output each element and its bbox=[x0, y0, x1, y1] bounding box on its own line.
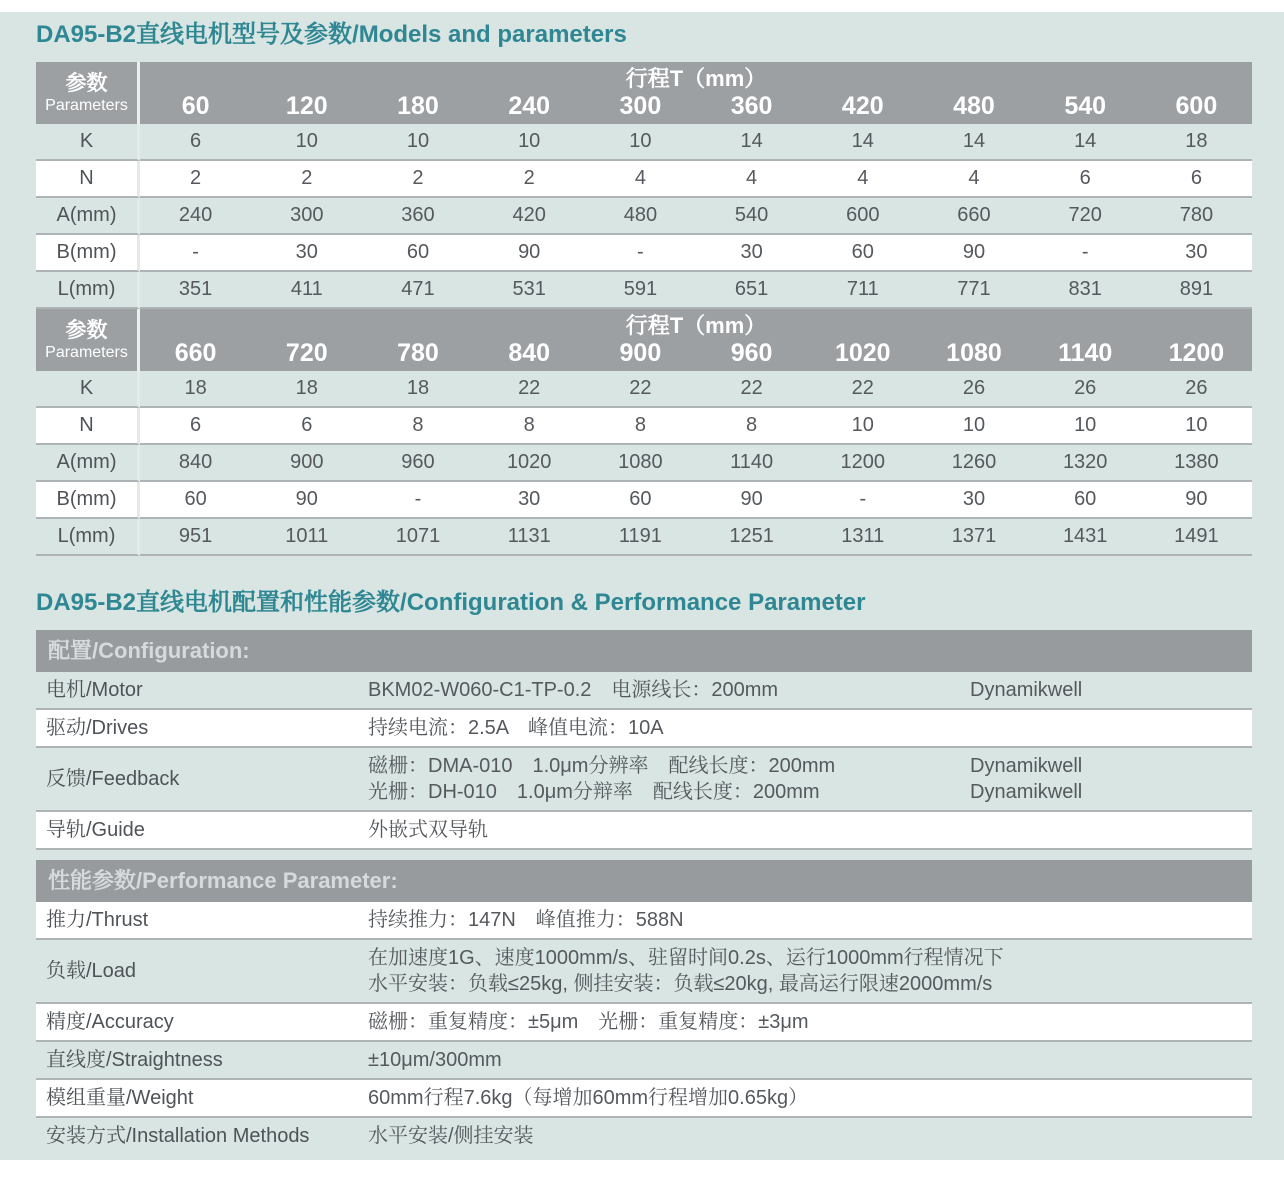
value-cell: 1020 bbox=[474, 445, 585, 482]
value-cell: 411 bbox=[251, 272, 362, 309]
spec-row-label: 安装方式/Installation Methods bbox=[46, 1125, 310, 1147]
value-cell: 720 bbox=[1030, 198, 1141, 235]
spec-row-label: 模组重量/Weight bbox=[46, 1087, 194, 1109]
value-cell: 660 bbox=[918, 198, 1029, 235]
value-cell: 771 bbox=[918, 272, 1029, 309]
spec-row-label: 推力/Thrust bbox=[46, 909, 149, 931]
value-cell: 10 bbox=[362, 124, 473, 161]
value-cell: 90 bbox=[696, 482, 807, 519]
stroke-header-cell: 240 bbox=[474, 92, 585, 124]
brand-text bbox=[970, 907, 1252, 933]
value-cell: 30 bbox=[251, 235, 362, 272]
brand-text: Dynamikwell bbox=[970, 679, 1083, 701]
value-cell: 480 bbox=[585, 198, 696, 235]
spec-row-brand bbox=[970, 715, 1252, 741]
brand-text bbox=[970, 1123, 1252, 1149]
stroke-span-header: 行程T（mm） bbox=[140, 309, 1252, 339]
value-cell: 90 bbox=[918, 235, 1029, 272]
value-cell: 26 bbox=[1141, 371, 1252, 408]
value-cell: 10 bbox=[807, 408, 918, 445]
spec-row bbox=[36, 940, 1252, 1004]
value-cell: 60 bbox=[140, 482, 251, 519]
parameters-label-cn: 参数 bbox=[65, 71, 108, 95]
value-cell: 420 bbox=[474, 198, 585, 235]
value-cell: 360 bbox=[362, 198, 473, 235]
value-cell: 60 bbox=[807, 235, 918, 272]
row-label: K bbox=[36, 371, 140, 408]
value-cell: 1371 bbox=[918, 519, 1029, 556]
value-cell: 6 bbox=[140, 408, 251, 445]
stroke-header-cell: 180 bbox=[362, 92, 473, 124]
stroke-header-cell: 600 bbox=[1141, 92, 1252, 124]
stroke-header-cell: 660 bbox=[140, 339, 251, 371]
stroke-span-header: 行程T（mm） bbox=[140, 62, 1252, 92]
value-cell: 30 bbox=[696, 235, 807, 272]
spec-row-content bbox=[368, 817, 970, 843]
value-cell: 90 bbox=[251, 482, 362, 519]
value-cell: 891 bbox=[1141, 272, 1252, 309]
stroke-header-cell: 300 bbox=[585, 92, 696, 124]
row-label: L(mm) bbox=[36, 272, 140, 309]
value-cell: 22 bbox=[696, 371, 807, 408]
spec-row-label: 电机/Motor bbox=[46, 679, 143, 701]
value-cell: 600 bbox=[807, 198, 918, 235]
spec-row-content bbox=[368, 945, 1004, 997]
parameters-label-cn: 参数 bbox=[65, 318, 108, 342]
value-cell: - bbox=[362, 482, 473, 519]
spec-line-text: 60mm行程7.6kg（每增加60mm行程增加0.65kg） bbox=[368, 1087, 809, 1109]
spec-row-label: 负载/Load bbox=[46, 960, 137, 982]
stroke-header-cell: 1080 bbox=[918, 339, 1029, 371]
spec-row-brand bbox=[970, 817, 1252, 843]
brand-text: Dynamikwell bbox=[970, 755, 1083, 777]
performance-header-bar: 性能参数/Performance Parameter: bbox=[36, 860, 1252, 902]
value-cell: 60 bbox=[585, 482, 696, 519]
spec-row bbox=[36, 902, 1252, 940]
value-cell: - bbox=[140, 235, 251, 272]
spec-row-brand bbox=[970, 907, 1252, 933]
spec-row-content bbox=[368, 715, 970, 741]
value-cell: 780 bbox=[1141, 198, 1252, 235]
value-cell: 2 bbox=[362, 161, 473, 198]
value-cell: 4 bbox=[696, 161, 807, 198]
spec-line-text: BKM02-W060-C1-TP-0.2 电源线长：200mm bbox=[368, 679, 779, 701]
value-cell: 10 bbox=[474, 124, 585, 161]
spec-row bbox=[36, 1042, 1252, 1080]
value-cell: 711 bbox=[807, 272, 918, 309]
brand-text bbox=[1004, 971, 1284, 997]
stroke-header-cell: 60 bbox=[140, 92, 251, 124]
value-cell: 90 bbox=[1141, 482, 1252, 519]
value-cell: 14 bbox=[918, 124, 1029, 161]
value-cell: 10 bbox=[585, 124, 696, 161]
spec-line-text: 磁栅：重复精度：±5μm 光栅：重复精度：±3μm bbox=[368, 1011, 809, 1033]
spec-row-brand bbox=[970, 1123, 1252, 1149]
value-cell: 900 bbox=[251, 445, 362, 482]
value-cell: 26 bbox=[918, 371, 1029, 408]
value-cell: 22 bbox=[807, 371, 918, 408]
value-cell: 1131 bbox=[474, 519, 585, 556]
value-cell: 8 bbox=[362, 408, 473, 445]
value-cell: 2 bbox=[251, 161, 362, 198]
value-cell: 4 bbox=[918, 161, 1029, 198]
spec-row bbox=[36, 812, 1252, 850]
value-cell: 60 bbox=[1030, 482, 1141, 519]
brand-text bbox=[1004, 945, 1284, 971]
brand-text bbox=[970, 1085, 1252, 1111]
stroke-header-cell: 960 bbox=[696, 339, 807, 371]
spec-row-label: 导轨/Guide bbox=[46, 819, 145, 841]
value-cell: 1431 bbox=[1030, 519, 1141, 556]
value-cell: 1011 bbox=[251, 519, 362, 556]
value-cell: 531 bbox=[474, 272, 585, 309]
stroke-header-cell: 420 bbox=[807, 92, 918, 124]
spec-row-content bbox=[368, 907, 970, 933]
value-cell: 2 bbox=[474, 161, 585, 198]
spec-row-content bbox=[368, 677, 970, 703]
parameters-corner-cell bbox=[36, 309, 140, 371]
models-parameters-table-2 bbox=[36, 309, 1252, 556]
spec-line-text: 在加速度1G、速度1000mm/s、驻留时间0.2s、运行1000mm行程情况下 bbox=[368, 947, 1004, 969]
value-cell: 1380 bbox=[1141, 445, 1252, 482]
value-cell: 10 bbox=[1030, 408, 1141, 445]
value-cell: 1491 bbox=[1141, 519, 1252, 556]
spec-row-brand bbox=[970, 1085, 1252, 1111]
value-cell: 6 bbox=[251, 408, 362, 445]
spec-row-label: 直线度/Straightness bbox=[46, 1049, 223, 1071]
row-label: B(mm) bbox=[36, 482, 140, 519]
value-cell: 14 bbox=[807, 124, 918, 161]
spec-row-label: 精度/Accuracy bbox=[46, 1011, 174, 1033]
stroke-header-cell: 1200 bbox=[1141, 339, 1252, 371]
value-cell: 90 bbox=[474, 235, 585, 272]
models-parameters-table-1 bbox=[36, 62, 1252, 309]
row-label: L(mm) bbox=[36, 519, 140, 556]
value-cell: 651 bbox=[696, 272, 807, 309]
row-label: N bbox=[36, 161, 140, 198]
spec-line-text: 外嵌式双导轨 bbox=[368, 819, 488, 841]
value-cell: 1071 bbox=[362, 519, 473, 556]
value-cell: 1320 bbox=[1030, 445, 1141, 482]
performance-rows bbox=[36, 902, 1252, 1154]
value-cell: 471 bbox=[362, 272, 473, 309]
value-cell: 8 bbox=[585, 408, 696, 445]
spec-sheet-page bbox=[0, 12, 1284, 1160]
value-cell: 1251 bbox=[696, 519, 807, 556]
row-label: K bbox=[36, 124, 140, 161]
value-cell: 26 bbox=[1030, 371, 1141, 408]
stroke-header-cell: 360 bbox=[696, 92, 807, 124]
value-cell: 591 bbox=[585, 272, 696, 309]
value-cell: 1311 bbox=[807, 519, 918, 556]
value-cell: 951 bbox=[140, 519, 251, 556]
value-cell: - bbox=[807, 482, 918, 519]
parameters-label-en: Parameters bbox=[45, 343, 128, 361]
parameters-label-en: Parameters bbox=[45, 96, 128, 114]
value-cell: 1140 bbox=[696, 445, 807, 482]
value-cell: 18 bbox=[1141, 124, 1252, 161]
spec-row-brand bbox=[970, 1009, 1252, 1035]
value-cell: 831 bbox=[1030, 272, 1141, 309]
value-cell: 300 bbox=[251, 198, 362, 235]
spec-row-brand bbox=[970, 753, 1252, 805]
value-cell: 18 bbox=[251, 371, 362, 408]
value-cell: 240 bbox=[140, 198, 251, 235]
spec-row-brand bbox=[970, 1047, 1252, 1073]
brand-text bbox=[970, 1047, 1252, 1073]
row-label: B(mm) bbox=[36, 235, 140, 272]
stroke-header-cell: 900 bbox=[585, 339, 696, 371]
models-section-title: DA95-B2直线电机型号及参数/Models and parameters bbox=[36, 21, 627, 48]
brand-text bbox=[970, 1009, 1252, 1035]
value-cell: - bbox=[1030, 235, 1141, 272]
spec-row bbox=[36, 1118, 1252, 1154]
configuration-rows bbox=[36, 672, 1252, 850]
value-cell: 18 bbox=[140, 371, 251, 408]
brand-text bbox=[970, 715, 1252, 741]
value-cell: 2 bbox=[140, 161, 251, 198]
spec-row bbox=[36, 748, 1252, 812]
value-cell: 1260 bbox=[918, 445, 1029, 482]
spec-line-text: 光栅：DH-010 1.0μm分辩率 配线长度：200mm bbox=[368, 781, 820, 803]
value-cell: - bbox=[585, 235, 696, 272]
stroke-header-cell: 780 bbox=[362, 339, 473, 371]
spec-row-label: 反馈/Feedback bbox=[46, 768, 180, 790]
stroke-header-cell: 120 bbox=[251, 92, 362, 124]
spec-row-content bbox=[368, 1047, 970, 1073]
value-cell: 840 bbox=[140, 445, 251, 482]
spec-row-content bbox=[368, 753, 970, 805]
spec-line-text: 持续电流：2.5A 峰值电流：10A bbox=[368, 717, 664, 739]
value-cell: 540 bbox=[696, 198, 807, 235]
spec-row bbox=[36, 710, 1252, 748]
value-cell: 4 bbox=[585, 161, 696, 198]
spec-row-content bbox=[368, 1009, 970, 1035]
value-cell: 22 bbox=[585, 371, 696, 408]
stroke-header-cell: 720 bbox=[251, 339, 362, 371]
value-cell: 10 bbox=[918, 408, 1029, 445]
spec-line-text: 持续推力：147N 峰值推力：588N bbox=[368, 909, 684, 931]
brand-text bbox=[970, 817, 1252, 843]
spec-row-brand bbox=[970, 677, 1252, 703]
value-cell: 8 bbox=[696, 408, 807, 445]
value-cell: 30 bbox=[918, 482, 1029, 519]
stroke-header-cell: 840 bbox=[474, 339, 585, 371]
stroke-header-cell: 1140 bbox=[1030, 339, 1141, 371]
spec-row bbox=[36, 1004, 1252, 1042]
parameters-corner-cell bbox=[36, 62, 140, 124]
brand-text: Dynamikwell bbox=[970, 781, 1083, 803]
config-section-title: DA95-B2直线电机配置和性能参数/Configuration & Performance Parameter bbox=[36, 589, 866, 616]
spec-row-label: 驱动/Drives bbox=[46, 717, 149, 739]
value-cell: 960 bbox=[362, 445, 473, 482]
value-cell: 1191 bbox=[585, 519, 696, 556]
configuration-header-bar: 配置/Configuration: bbox=[36, 630, 1252, 672]
spec-row-content bbox=[368, 1123, 970, 1149]
spec-row-content bbox=[368, 1085, 970, 1111]
value-cell: 1080 bbox=[585, 445, 696, 482]
value-cell: 22 bbox=[474, 371, 585, 408]
spec-line-text: 磁栅：DMA-010 1.0μm分辨率 配线长度：200mm bbox=[368, 755, 836, 777]
value-cell: 351 bbox=[140, 272, 251, 309]
row-label: A(mm) bbox=[36, 445, 140, 482]
value-cell: 30 bbox=[474, 482, 585, 519]
spec-row-brand bbox=[1004, 945, 1284, 997]
value-cell: 1200 bbox=[807, 445, 918, 482]
row-label: A(mm) bbox=[36, 198, 140, 235]
spec-line-text: ±10μm/300mm bbox=[368, 1049, 502, 1071]
value-cell: 18 bbox=[362, 371, 473, 408]
value-cell: 60 bbox=[362, 235, 473, 272]
value-cell: 30 bbox=[1141, 235, 1252, 272]
spec-row bbox=[36, 672, 1252, 710]
value-cell: 10 bbox=[251, 124, 362, 161]
spec-line-text: 水平安装：负载≤25kg, 侧挂安装：负载≤20kg, 最高运行限速2000mm/s bbox=[368, 973, 993, 995]
value-cell: 4 bbox=[807, 161, 918, 198]
stroke-header-cell: 480 bbox=[918, 92, 1029, 124]
spec-line-text: 水平安装/侧挂安装 bbox=[368, 1125, 534, 1147]
spec-row bbox=[36, 1080, 1252, 1118]
row-label: N bbox=[36, 408, 140, 445]
value-cell: 6 bbox=[1030, 161, 1141, 198]
value-cell: 6 bbox=[1141, 161, 1252, 198]
value-cell: 14 bbox=[1030, 124, 1141, 161]
value-cell: 10 bbox=[1141, 408, 1252, 445]
value-cell: 6 bbox=[140, 124, 251, 161]
value-cell: 14 bbox=[696, 124, 807, 161]
value-cell: 8 bbox=[474, 408, 585, 445]
stroke-header-cell: 1020 bbox=[807, 339, 918, 371]
stroke-header-cell: 540 bbox=[1030, 92, 1141, 124]
